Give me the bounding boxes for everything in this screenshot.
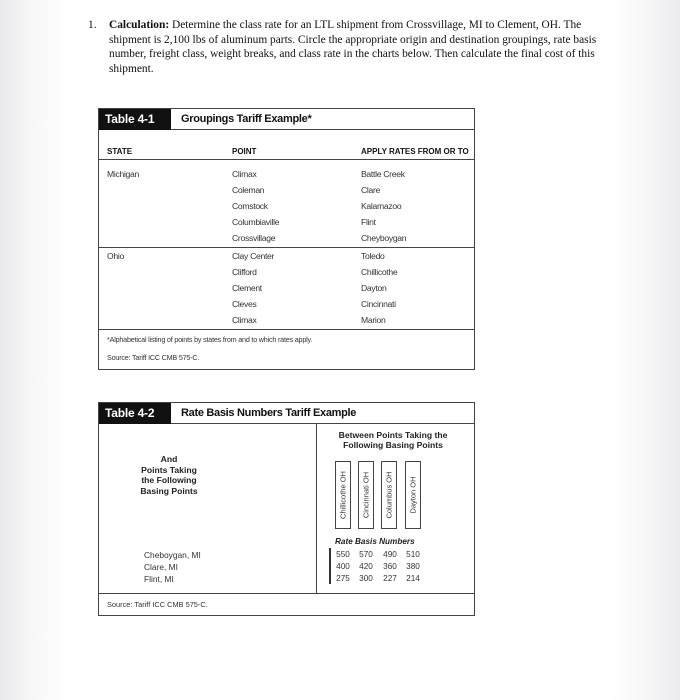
- apply-cell: Kalamazoo: [361, 201, 402, 211]
- point-cell: Clay Center: [232, 251, 275, 261]
- table-source: Source: Tariff ICC CMB 575-C.: [107, 600, 208, 609]
- point-cell: Columbiaville: [232, 217, 280, 227]
- basing-points-line: Basing Points: [140, 485, 198, 496]
- question-text: [109, 18, 609, 76]
- destination-label: Dayton OH: [408, 476, 418, 514]
- table-title: Groupings Tariff Example*: [181, 113, 312, 125]
- question-body: Determine the class rate for an LTL shipment from Crossvillage, MI to Clement, OH. The shipment is 2,100 lbs of aluminum parts. Circle the appropriate origin and destination groupings, rate basis number, freight class, weight breaks, and class rate in the charts below. Then calculate the final cost of this shipment.: [109, 19, 597, 75]
- basing-points-line: the Following: [141, 475, 197, 485]
- table-title: Rate Basis Numbers Tariff Example: [181, 407, 357, 419]
- rate-cell: 550: [336, 550, 350, 559]
- destination-header: [381, 461, 397, 529]
- divider: [99, 247, 474, 248]
- origin-cell: Cheboygan, MI: [144, 550, 201, 560]
- destination-label: Chillicothe OH: [338, 471, 348, 519]
- point-cell: Cleves: [232, 299, 257, 309]
- between-points-label: Between Points Taking the Following Basing Points: [338, 430, 448, 450]
- point-cell: Crossvillage: [232, 233, 276, 243]
- column-header-state: STATE: [107, 147, 133, 156]
- state-cell: Ohio: [107, 251, 124, 261]
- rate-cell: 300: [359, 574, 373, 583]
- origin-cell: Clare, MI: [144, 562, 178, 572]
- apply-cell: Dayton: [361, 283, 387, 293]
- table-tag: Table 4-2: [99, 403, 171, 424]
- table-4-2: [98, 402, 475, 616]
- rate-basis-numbers-label: Rate Basis Numbers: [335, 537, 415, 546]
- rate-cell: 420: [359, 562, 373, 571]
- origin-cell: Flint, MI: [144, 574, 174, 584]
- state-cell: Michigan: [107, 169, 139, 179]
- question-label: Calculation:: [109, 19, 170, 31]
- point-cell: Climax: [232, 315, 257, 325]
- table-footnote: *Alphabetical listing of points by states from and to which rates apply.: [107, 335, 313, 344]
- rate-cell: 570: [359, 550, 373, 559]
- table-header: [99, 109, 474, 130]
- point-cell: Clifford: [232, 267, 257, 277]
- apply-cell: Cheyboygan: [361, 233, 407, 243]
- apply-cell: Clare: [361, 185, 381, 195]
- table-4-1: [98, 108, 475, 370]
- question-number: 1.: [88, 19, 97, 31]
- apply-cell: Toledo: [361, 251, 385, 261]
- destination-header: [405, 461, 421, 529]
- rate-cell: 275: [336, 574, 350, 583]
- destination-label: Cincinnati OH: [361, 471, 371, 519]
- point-cell: Comstock: [232, 201, 268, 211]
- apply-cell: Flint: [361, 217, 376, 227]
- destination-header: [335, 461, 351, 529]
- rate-cell: 490: [383, 550, 397, 559]
- divider: [99, 159, 474, 160]
- divider: [99, 329, 474, 330]
- column-header-apply: APPLY RATES FROM OR TO: [361, 147, 469, 156]
- rate-cell: 214: [406, 574, 420, 583]
- column-header-point: POINT: [232, 147, 257, 156]
- point-cell: Clement: [232, 283, 262, 293]
- point-cell: Climax: [232, 169, 257, 179]
- destination-header: [358, 461, 374, 529]
- table-source: Source: Tariff ICC CMB 575-C.: [107, 353, 200, 362]
- divider: [99, 593, 474, 594]
- basing-points-line: Points Taking: [141, 464, 197, 475]
- apply-cell: Chillicothe: [361, 267, 398, 277]
- point-cell: Coleman: [232, 185, 265, 195]
- apply-cell: Cincinnati: [361, 299, 396, 309]
- column-divider: [316, 424, 317, 594]
- table-tag: Table 4-1: [99, 109, 171, 130]
- table-header: [99, 403, 474, 424]
- rate-cell: 227: [383, 574, 397, 583]
- rate-cell: 510: [406, 550, 420, 559]
- rate-cell: 400: [336, 562, 350, 571]
- rate-cell: 380: [406, 562, 420, 571]
- destination-label: Columbus OH: [384, 471, 394, 519]
- rate-cell: 360: [383, 562, 397, 571]
- basing-points-label: [129, 454, 209, 496]
- basing-points-line: And: [160, 454, 178, 464]
- apply-cell: Marion: [361, 315, 386, 325]
- apply-cell: Battle Creek: [361, 169, 405, 179]
